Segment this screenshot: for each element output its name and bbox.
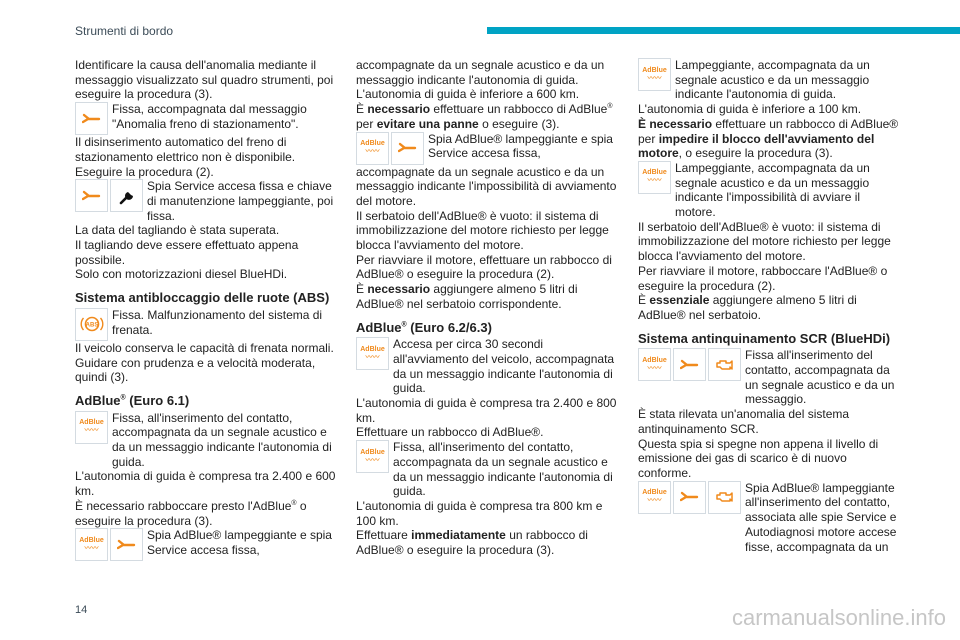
section-title-adblue-62: AdBlue® (Euro 6.2/6.3) — [356, 319, 492, 335]
abs-icon — [75, 308, 108, 341]
adblue-icon: AdBlue 〰〰 — [638, 161, 671, 194]
warning-text: Fissa all'inserimento del contatto, accompagnata da un segnale acustico e da un messaggio. — [745, 348, 895, 407]
paragraph: È necessario rabboccare presto l'AdBlue® o eseguire la procedura (3). — [75, 498, 307, 528]
paragraph: L'autonomia di guida è inferiore a 100 km. — [638, 102, 862, 117]
column-3 — [638, 58, 902, 554]
warning-text: Lampeggiante, accompagnata da un segnale acustico e da un messaggio indicante l'impossibilità di avviare il motore. — [675, 160, 870, 220]
wrench-icon — [673, 481, 706, 514]
warning-row — [356, 132, 620, 165]
adblue-icon: AdBlue 〰〰 — [75, 528, 108, 561]
header-title: Strumenti di bordo — [75, 24, 174, 38]
section-title-adblue-61: AdBlue® (Euro 6.1) — [75, 392, 190, 408]
paragraph: È necessario aggiungere almeno 5 litri di AdBlue® nel serbatoio corrispondente. — [356, 282, 578, 311]
header-accent-bar — [487, 27, 960, 34]
paragraph: È essenziale aggiungere almeno 5 litri di AdBlue® nel serbatoio. — [638, 293, 857, 322]
paragraph: L'autonomia di guida è inferiore a 600 km. — [356, 87, 580, 102]
warning-row — [75, 308, 339, 341]
paragraph: accompagnate da un segnale acustico e da un messaggio indicante l'autonomia di guida. — [356, 58, 605, 87]
warning-row — [356, 440, 620, 499]
warning-row — [75, 179, 339, 223]
paragraph: Eseguire la procedura (2). — [75, 164, 214, 179]
warning-text: Spia AdBlue® lampeggiante e spia Service accesa fissa, — [428, 131, 613, 161]
warning-row — [75, 411, 339, 470]
warning-row — [638, 58, 902, 102]
wrench-icon — [75, 102, 108, 135]
warning-text: Spia AdBlue® lampeggiante e spia Service accesa fissa, — [147, 528, 332, 557]
paragraph: Il serbatoio dell'AdBlue® è vuoto: il sistema di immobilizzazione del motore richiesto per legge blocca l'avviamento del motore. — [356, 208, 609, 253]
paragraph: È stata rilevata un'anomalia del sistema antinquinamento SCR. — [638, 407, 850, 436]
section-title-scr: Sistema antinquinamento SCR (BlueHDi) — [638, 330, 891, 346]
page-number: 14 — [75, 604, 88, 616]
warning-text: Accesa per circa 30 secondi all'avviamento del veicolo, accompagnata da un messaggio indicante l'autonomia di guida. — [393, 337, 615, 396]
warning-row — [638, 161, 902, 220]
wrench-icon — [75, 179, 108, 212]
paragraph: L'autonomia di guida è compresa tra 2.400 e 600 km. — [75, 469, 336, 499]
paragraph: accompagnate da un segnale acustico e da un messaggio indicante l'impossibilità di avviamento del motore. — [356, 164, 617, 208]
paragraph: Il serbatoio dell'AdBlue® è vuoto: il sistema di immobilizzazione del motore richiesto per legge blocca l'avviamento del motore. — [638, 219, 891, 264]
paragraph: L'autonomia di guida è compresa tra 800 km e 100 km. — [356, 498, 603, 528]
warning-row — [638, 348, 902, 407]
adblue-icon: AdBlue 〰〰 — [638, 348, 671, 381]
warning-row — [638, 481, 902, 555]
paragraph: L'autonomia di guida è compresa tra 2.400 e 800 km. — [356, 396, 617, 425]
column-1 — [75, 58, 339, 561]
maintenance-key-icon — [110, 179, 143, 212]
paragraph: Per riavviare il motore, rabboccare l'AdBlue® o eseguire la procedura (2). — [638, 263, 888, 293]
wrench-icon — [110, 528, 143, 561]
section-title-abs: Sistema antibloccaggio delle ruote (ABS) — [75, 290, 330, 306]
warning-text: Fissa. Malfunzionamento del sistema di frenata. — [112, 307, 323, 337]
adblue-icon: AdBlue 〰〰 — [356, 337, 389, 370]
paragraph: Il disinserimento automatico del freno di stazionamento elettrico non è disponibile. — [75, 135, 296, 164]
watermark: carmanualsonline.info — [731, 605, 946, 630]
warning-text: Spia Service accesa fissa e chiave di manutenzione lampeggiante, poi fissa. — [147, 179, 334, 223]
warning-text: Fissa, all'inserimento del contatto, accompagnata da un segnale acustico e da un messaggio indicante l'autonomia di guida. — [112, 410, 332, 469]
warning-text: Lampeggiante, accompagnata da un segnale acustico e da un messaggio indicante l'autonomia di guida. — [675, 58, 870, 102]
abs-icon-label: ABS — [85, 322, 98, 329]
adblue-icon: AdBlue 〰〰 — [638, 58, 671, 91]
paragraph: Il tagliando deve essere effettuato appena possibile. — [75, 238, 299, 267]
paragraph: Identificare la causa dell'anomalia mediante il messaggio visualizzato sul quadro strumenti, poi eseguire la procedura (3). — [75, 58, 334, 102]
paragraph: La data del tagliando è stata superata. — [75, 223, 280, 238]
engine-icon — [708, 481, 741, 514]
paragraph: Effettuare un rabbocco di AdBlue®. — [356, 425, 544, 440]
adblue-icon: AdBlue 〰〰 — [75, 411, 108, 444]
warning-row — [75, 528, 339, 561]
column-2 — [356, 58, 620, 558]
warning-text: Fissa, all'inserimento del contatto, accompagnata da un segnale acustico e da un messaggio indicante l'autonomia di guida. — [393, 440, 613, 499]
paragraph: Solo con motorizzazioni diesel BlueHDi. — [75, 267, 288, 282]
adblue-icon: AdBlue 〰〰 — [356, 440, 389, 473]
paragraph: Per riavviare il motore, effettuare un rabbocco di AdBlue® o eseguire la procedura (2). — [356, 252, 612, 282]
paragraph: Effettuare immediatamente un rabbocco di AdBlue® o eseguire la procedura (3). — [356, 528, 588, 558]
paragraph: Il veicolo conserva le capacità di frenata normali. Guidare con prudenza e a velocità moderata, quindi (3). — [75, 340, 334, 385]
wrench-icon — [673, 348, 706, 381]
adblue-icon: AdBlue 〰〰 — [638, 481, 671, 514]
warning-text: Fissa, accompagnata dal messaggio "Anomalia freno di stazionamento". — [112, 102, 307, 131]
paragraph: È necessario effettuare un rabbocco di AdBlue® per evitare una panne o eseguire (3). — [356, 102, 613, 131]
paragraph: Questa spia si spegne non appena il livello di emissione dei gas di scarico è di nuovo conforme. — [638, 436, 879, 480]
wrench-icon — [391, 132, 424, 165]
warning-row — [356, 337, 620, 396]
paragraph: È necessario effettuare un rabbocco di AdBlue® per impedire il blocco dell'avviamento del motore, o eseguire la procedura (3). — [638, 116, 899, 161]
warning-row — [75, 102, 339, 135]
engine-icon — [708, 348, 741, 381]
warning-text: Spia AdBlue® lampeggiante all'inserimento del contatto, associata alle spie Service e Autodiagnosi motore accese fisse, accompagnata da un — [745, 480, 897, 554]
adblue-icon: AdBlue 〰〰 — [356, 132, 389, 165]
